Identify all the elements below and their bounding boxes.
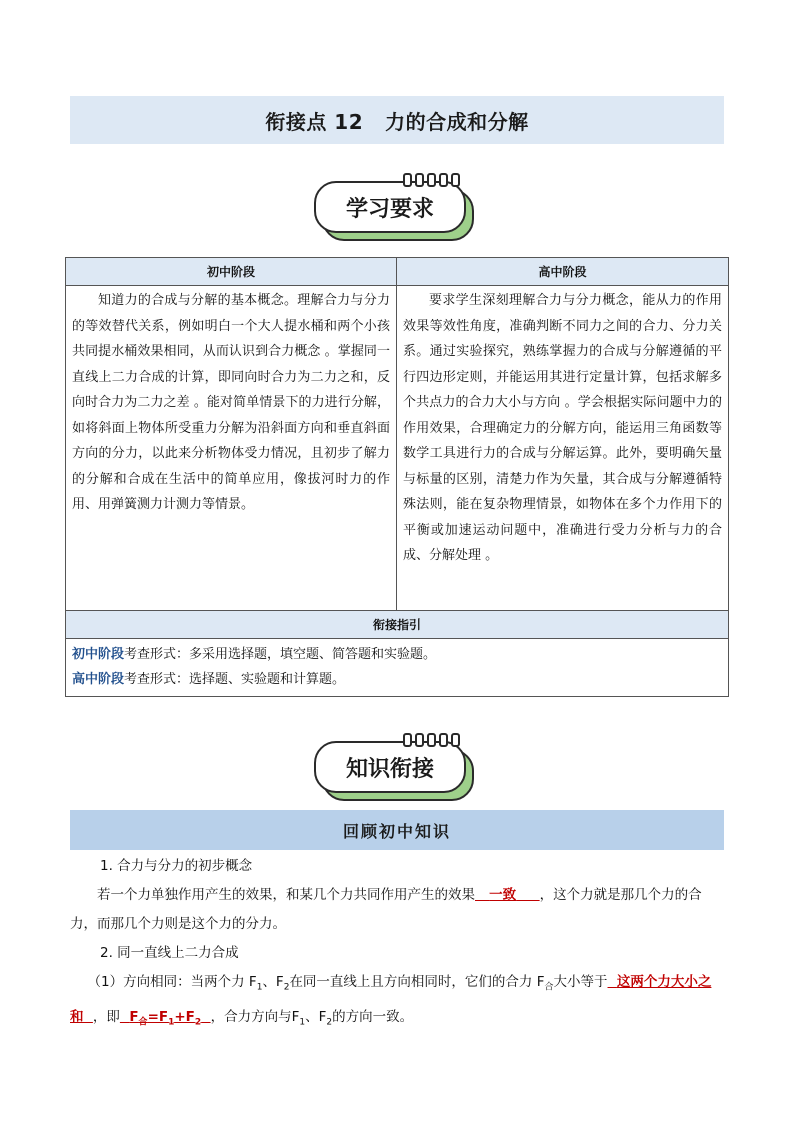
notebook-rings-icon (403, 173, 460, 187)
notebook-rings-icon (403, 733, 460, 747)
requirements-table (65, 257, 729, 697)
page-title (70, 96, 724, 144)
knowledge-badge-label: 知识衔接 (314, 741, 466, 793)
knowledge-content (70, 852, 724, 1037)
guide-content (66, 639, 729, 697)
fill-answer-3: $F_合=F_1+F_2$ (129, 1008, 202, 1028)
fill-answer-1: 一致 (489, 887, 517, 903)
title-prefix: 衔接点 12 (265, 109, 364, 134)
guide-junior-line: 初中阶段考查形式：多采用选择题，填空题、简答题和实验题。 (72, 647, 437, 662)
title-main: 力的合成和分解 (385, 109, 529, 134)
senior-requirements: 要求学生深刻理解合力与分力概念，能从力的作用效果等效性角度，准确判断不同力之间的合力、分力关系。通过实验探究，熟练掌握力的合成与分解遵循的平行四边形定则，并能运用其进行定量计算，包括求解多个共点力的合力大小与方向 。学会根据实际问题中力的作用效果，合理确定力的分解方向，能运用三角函数等数学工具进行力的合成与分解运算。此外，要明确矢量与标量的区别，清楚力作为矢量，其合成与分解遵循特殊法则，能在复杂物理情景，如物体在多个力作用下的平衡或加速运动问题中，准确进行受力分析与力的合成、分解处理 。 (397, 286, 729, 611)
heading-2: 2. 同一直线上二力合成 (100, 945, 239, 961)
junior-requirements: 知道力的合成与分解的基本概念。理解合力与分力的等效替代关系，例如明白一个大人提水桶和两个小孩共同提水桶效果相同，从而认识到合力概念 。掌握同一直线上二力合成的计算，即同向时合力为二力之和，反向时合力为二力之差 。能对简单情景下的力进行分解，如将斜面上物体所受重力分解为沿斜面方向和垂直斜面方向的分力，以此来分析物体受力情况，且初步了解力的分解和合成在生活中的简单应用，像拔河时力的作用、用弹簧测力计测力等情景。 (66, 286, 397, 611)
guide-senior-line: 高中阶段考查形式：选择题、实验题和计算题。 (72, 672, 346, 687)
requirements-badge (314, 181, 474, 243)
heading-1: 1. 合力与分力的初步概念 (100, 858, 253, 874)
knowledge-badge (314, 741, 474, 803)
col-header-senior: 高中阶段 (397, 258, 729, 286)
paragraph-1: 若一个力单独作用产生的效果，和某几个力共同作用产生的效果 一致 ，这个力就是那几个力的合力，而那几个力则是这个力的分力。 (70, 887, 702, 932)
fill-answer-2: 这两个力大小之和 (70, 974, 712, 1025)
section-title: 回顾初中知识 (70, 810, 724, 850)
guide-header: 衔接指引 (66, 611, 729, 639)
requirements-badge-label: 学习要求 (314, 181, 466, 233)
paragraph-2: （1）方向相同：当两个力 $F_1$、$F_2$在同一直线上且方向相同时，它们的合力 $F_合$大小等于 这两个力大小之和 ，即 $F_合=F_1+F_2$ ，合力方向与$F_1$、$F_2$的方向一致。 (70, 974, 712, 1028)
col-header-junior: 初中阶段 (66, 258, 397, 286)
